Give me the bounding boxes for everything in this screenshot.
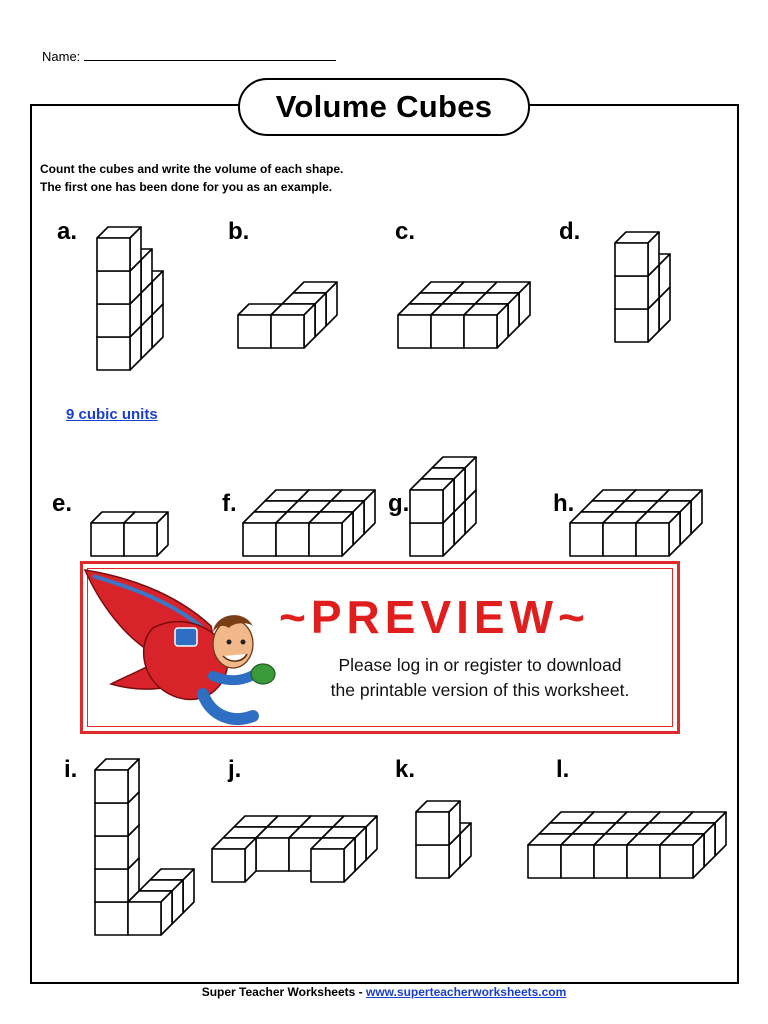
fig-l-cube-front	[561, 845, 594, 878]
problem-j-letter: j.	[228, 756, 242, 783]
fig-i-cube-front	[95, 803, 128, 836]
instruction-line-2: The first one has been done for you as an example.	[40, 180, 333, 194]
fig-a-cube-front	[97, 337, 130, 370]
problem-c-letter: c.	[395, 218, 416, 245]
footer-separator: -	[355, 985, 366, 999]
fig-k-cube-front	[416, 812, 449, 845]
fig-i-cube-front	[95, 869, 128, 902]
fig-e-cube-front	[91, 523, 124, 556]
fig-i-cube-front	[128, 902, 161, 935]
fig-b-cube-front	[271, 315, 304, 348]
preview-message-line-1: Please log in or register to download	[338, 655, 622, 675]
preview-banner	[80, 561, 680, 734]
problem-i-letter: i.	[64, 756, 78, 783]
preview-message-line-2: the printable version of this worksheet.	[330, 680, 630, 700]
footer-link[interactable]: www.superteacherworksheets.com	[366, 985, 567, 999]
fig-h-cube-front	[570, 523, 603, 556]
fig-c-cube-front	[464, 315, 497, 348]
fig-j-cube-front	[212, 849, 245, 882]
footer	[0, 985, 768, 999]
fig-f-cube-front	[243, 523, 276, 556]
problem-e-letter: e.	[52, 490, 73, 517]
fig-e-cube-front	[124, 523, 157, 556]
fig-f-cube-front	[276, 523, 309, 556]
problem-g-letter: g.	[388, 490, 410, 517]
problem-a-letter: a.	[57, 218, 78, 245]
fig-l-cube-front	[627, 845, 660, 878]
fig-h-cube-front	[636, 523, 669, 556]
fig-c-cube-front	[398, 315, 431, 348]
instruction-line-1: Count the cubes and write the volume of each shape.	[40, 162, 344, 176]
fig-a-cube-front	[97, 238, 130, 271]
name-label: Name:	[42, 49, 81, 64]
fig-a-cube-front	[97, 304, 130, 337]
fig-d-cube-front	[615, 309, 648, 342]
fig-f-cube-front	[309, 523, 342, 556]
superhero-mascot-icon	[83, 566, 283, 731]
problem-h-letter: h.	[553, 490, 575, 517]
problem-a-answer: 9 cubic units	[66, 406, 158, 423]
preview-message	[295, 653, 665, 703]
fig-h-cube-front	[603, 523, 636, 556]
preview-title: ~PREVIEW~	[279, 591, 590, 643]
fig-l-cube-front	[660, 845, 693, 878]
fig-a-cube-front	[97, 271, 130, 304]
fig-j-cube-front	[311, 849, 344, 882]
fig-g-cube-front	[410, 523, 443, 556]
fig-i-cube-front	[95, 902, 128, 935]
problem-b-letter: b.	[228, 218, 250, 245]
problem-f-letter: f.	[222, 490, 237, 517]
fig-j-cube-front	[256, 838, 289, 871]
footer-brand: Super Teacher Worksheets	[201, 985, 356, 999]
worksheet-title: Volume Cubes	[238, 78, 530, 136]
problem-k-letter: k.	[395, 756, 416, 783]
fig-l-cube-front	[594, 845, 627, 878]
fig-g-cube-front	[410, 490, 443, 523]
problem-d-letter: d.	[559, 218, 581, 245]
fig-k-cube-front	[416, 845, 449, 878]
fig-i-cube-front	[95, 770, 128, 803]
fig-c-cube-front	[431, 315, 464, 348]
fig-l-cube-front	[528, 845, 561, 878]
fig-b-cube-front	[238, 315, 271, 348]
fig-d-cube-front	[615, 276, 648, 309]
fig-i-cube-front	[95, 836, 128, 869]
problem-l-letter: l.	[556, 756, 570, 783]
fig-d-cube-front	[615, 243, 648, 276]
